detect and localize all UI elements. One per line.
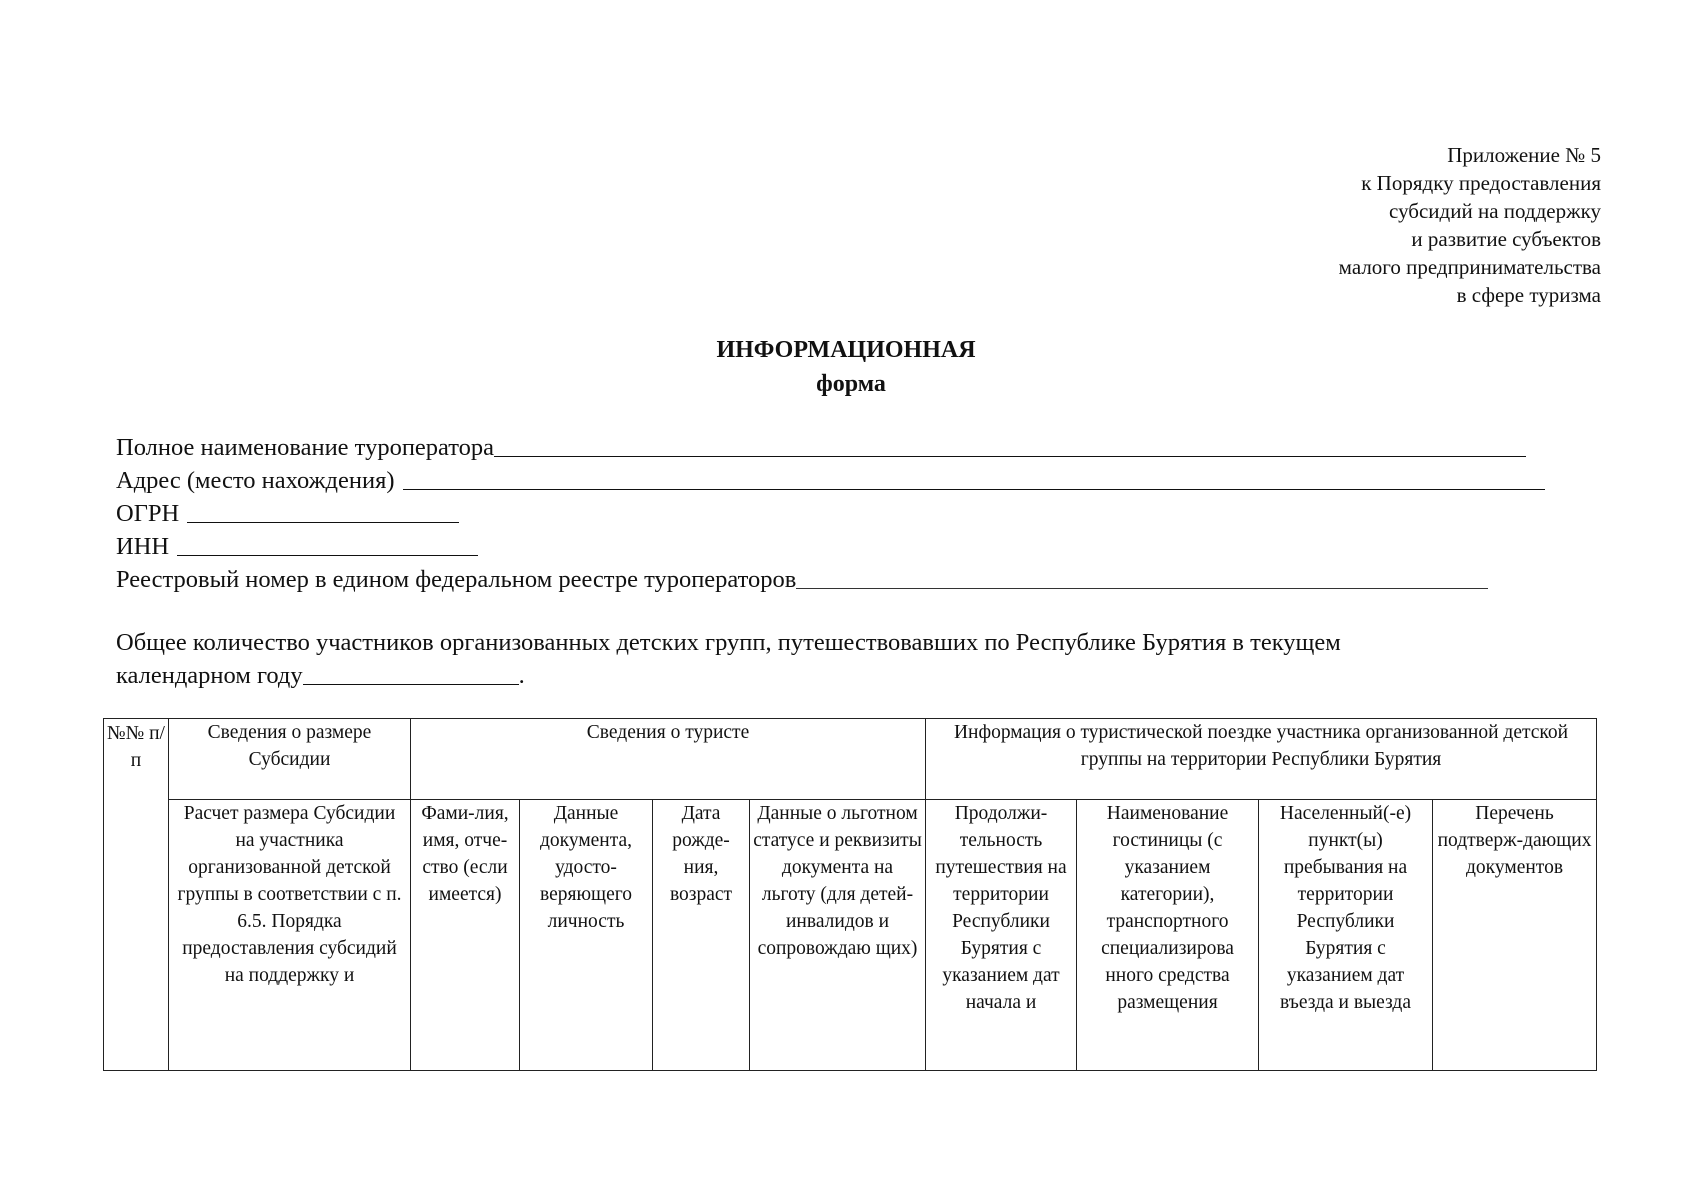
document-title	[0, 333, 1698, 401]
address-row	[116, 464, 1545, 497]
total-line-1: Общее количество участников организованных детских групп, путешествовавших по Республике Бурятия в текущем	[116, 629, 1341, 656]
ogrn-blank[interactable]	[187, 521, 459, 523]
table-header-row-2	[104, 800, 1597, 1071]
title-line-1: ИНФОРМАЦИОННАЯ	[716, 337, 976, 363]
title-line-2: форма	[816, 371, 886, 397]
col-header-number: №№ п/п	[104, 719, 169, 1071]
operator-name-label: Полное наименование туроператора	[116, 434, 495, 461]
col-header-document: Данные документа, удосто-веряющего личность	[520, 800, 653, 1071]
appendix-line-4: и развитие субъектов	[1411, 227, 1601, 251]
ogrn-label: ОГРН	[116, 500, 180, 527]
col-header-hotel: Наименование гостиницы (с указанием категории), транспортного специализирова нного средства размещения	[1077, 800, 1259, 1071]
registry-row	[116, 563, 1545, 596]
appendix-line-6: в сфере туризма	[1456, 283, 1601, 307]
operator-name-blank[interactable]	[494, 455, 1526, 457]
address-blank[interactable]	[403, 488, 1545, 490]
appendix-header	[1339, 141, 1601, 309]
total-participants-block	[116, 626, 1596, 692]
group-header-trip: Информация о туристической поездке участника организованной детской группы на территории Республики Бурятия	[926, 719, 1597, 800]
appendix-line-5: малого предпринимательства	[1338, 255, 1601, 279]
col-header-duration: Продолжи-тельность путешествия на территории Республики Бурятия с указанием дат начала и	[926, 800, 1077, 1071]
ogrn-row	[116, 497, 1545, 530]
operator-fields	[116, 431, 1545, 596]
group-header-tourist: Сведения о туристе	[411, 719, 926, 800]
col-header-subsidy-calc: Расчет размера Субсидии на участника организованной детской группы в соответствии с п. 6.5. Порядка предоставления субсидий на поддержку и	[169, 800, 411, 1071]
registry-label: Реестровый номер в едином федеральном реестре туроператоров	[116, 566, 797, 593]
group-header-subsidy: Сведения о размере Субсидии	[169, 719, 411, 800]
inn-blank[interactable]	[177, 554, 478, 556]
total-line-2	[116, 659, 1596, 692]
operator-name-row	[116, 431, 1545, 464]
appendix-line-2: к Порядку предоставления	[1361, 171, 1601, 195]
tourist-info-table	[103, 718, 1597, 1071]
col-header-settlement: Населенный(-е) пункт(ы) пребывания на территории Республики Бурятия с указанием дат въезда и выезда	[1259, 800, 1433, 1071]
col-header-privilege: Данные о льготном статусе и реквизиты документа на льготу (для детей-инвалидов и сопровождаю щих)	[750, 800, 926, 1071]
total-period: .	[518, 662, 525, 689]
total-year-label: календарном году	[116, 662, 303, 689]
appendix-line-1: Приложение № 5	[1447, 143, 1601, 167]
total-count-blank[interactable]	[303, 683, 519, 685]
table-header-row-1	[104, 719, 1597, 800]
registry-blank[interactable]	[796, 587, 1488, 589]
appendix-line-3: субсидий на поддержку	[1389, 199, 1601, 223]
inn-row	[116, 530, 1545, 563]
inn-label: ИНН	[116, 533, 170, 560]
col-header-documents: Перечень подтверж-дающих документов	[1433, 800, 1597, 1071]
col-header-fio: Фами-лия, имя, отче-ство (если имеется)	[411, 800, 520, 1071]
address-label: Адрес (место нахождения)	[116, 467, 395, 494]
col-header-birth-date: Дата рожде-ния, возраст	[653, 800, 750, 1071]
